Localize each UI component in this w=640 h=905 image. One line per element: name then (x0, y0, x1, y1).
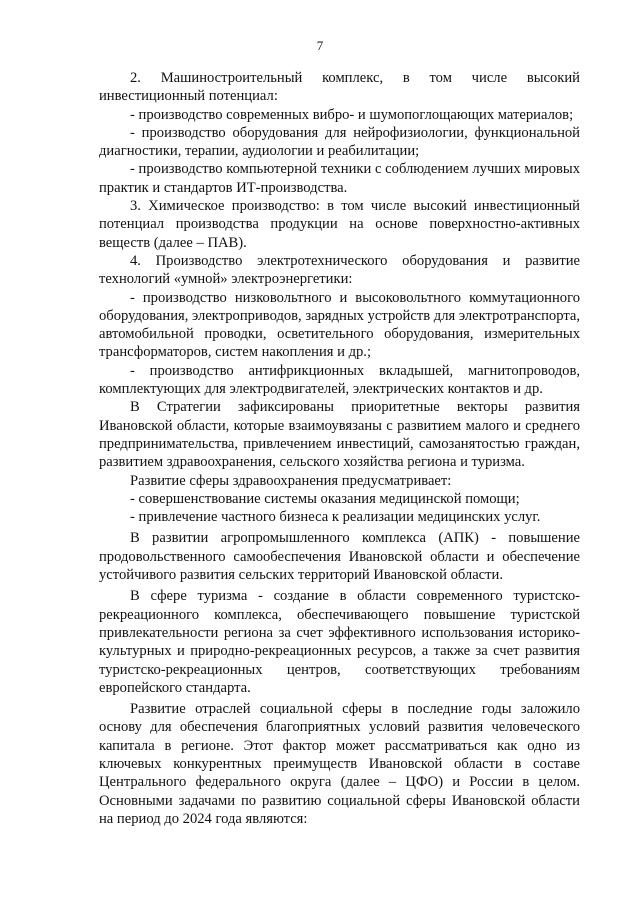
page-number: 7 (316, 38, 324, 53)
paragraph-electrical-equipment: 4. Производство электротехнического оборудования и развитие технологий «умной» электроэнергетики: (99, 252, 580, 288)
list-item-switching-equipment: - производство низковольтного и высоковольтного коммутационного оборудования, электроприводов, зарядных устройств для электротранспорта, автомобильной проводки, осветительного оборудования, измерительных трансформаторов, систем накопления и др.; (99, 289, 580, 361)
list-item-vibration-materials: - производство современных вибро- и шумопоглощающих материалов; (130, 106, 574, 123)
paragraph-healthcare: Развитие сферы здравоохранения предусматривает: (130, 472, 452, 489)
paragraph-social-sphere: Развитие отраслей социальной сферы в последние годы заложило основу для обеспечения благоприятных условий развития человеческого капитала в регионе. Этот фактор может рассматриваться как одно из ключевых конкурентных преимуществ Ивановской области в составе Центрального федерального округа (далее – ЦФО) и России в целом. Основными задачами по развитию социальной сферы Ивановской области на период до 2024 года являются: (99, 701, 580, 827)
paragraph-strategy-vectors: В Стратегии зафиксированы приоритетные векторы развития Ивановской области, которые взаимоувязаны с развитием малого и среднего предпринимательства, привлечением инвестиций, самозанятостью граждан, развитием здравоохранения, сельского хозяйства региона и туризма. (99, 399, 580, 471)
paragraph-machine-building: 2. Машиностроительный комплекс, в том числе высокий инвестиционный потенциал: (99, 70, 580, 105)
document-body (99, 69, 580, 828)
list-item-private-business: - привлечение частного бизнеса к реализации медицинских услуг. (130, 509, 541, 526)
list-item-medical-equipment: - производство оборудования для нейрофизиологии, функциональной диагностики, терапии, аудиологии и реабилитации; (99, 124, 580, 160)
list-item-computer-hardware: - производство компьютерной техники с соблюдением лучших мировых практик и стандартов ИТ-производства. (99, 161, 580, 196)
list-item-medical-care: - совершенствование системы оказания медицинской помощи; (130, 490, 520, 507)
paragraph-agro-industry: В развитии агропромышленного комплекса (АПК) - повышение продовольственного самообеспечения Ивановской области и обеспечение устойчивого развития сельских территорий Ивановской области. (99, 530, 580, 584)
paragraph-chemical-production: 3. Химическое производство: в том числе высокий инвестиционный потенциал производства продукции на основе поверхностно-активных веществ (далее – ПАВ). (99, 198, 580, 251)
list-item-antifriction-liners: - производство антифрикционных вкладышей, магнитопроводов, комплектующих для электродвигателей, электрических контактов и др. (99, 362, 580, 398)
paragraph-tourism: В сфере туризма - создание в области современного туристско-рекреационного комплекса, обеспечивающего повышение туристской привлекательности региона за счет эффективного использования историко-культурных и природно-рекреационных ресурсов, а также за счет развития туристско-рекреационных центров, соответствующих требованиям европейского стандарта. (99, 588, 580, 696)
